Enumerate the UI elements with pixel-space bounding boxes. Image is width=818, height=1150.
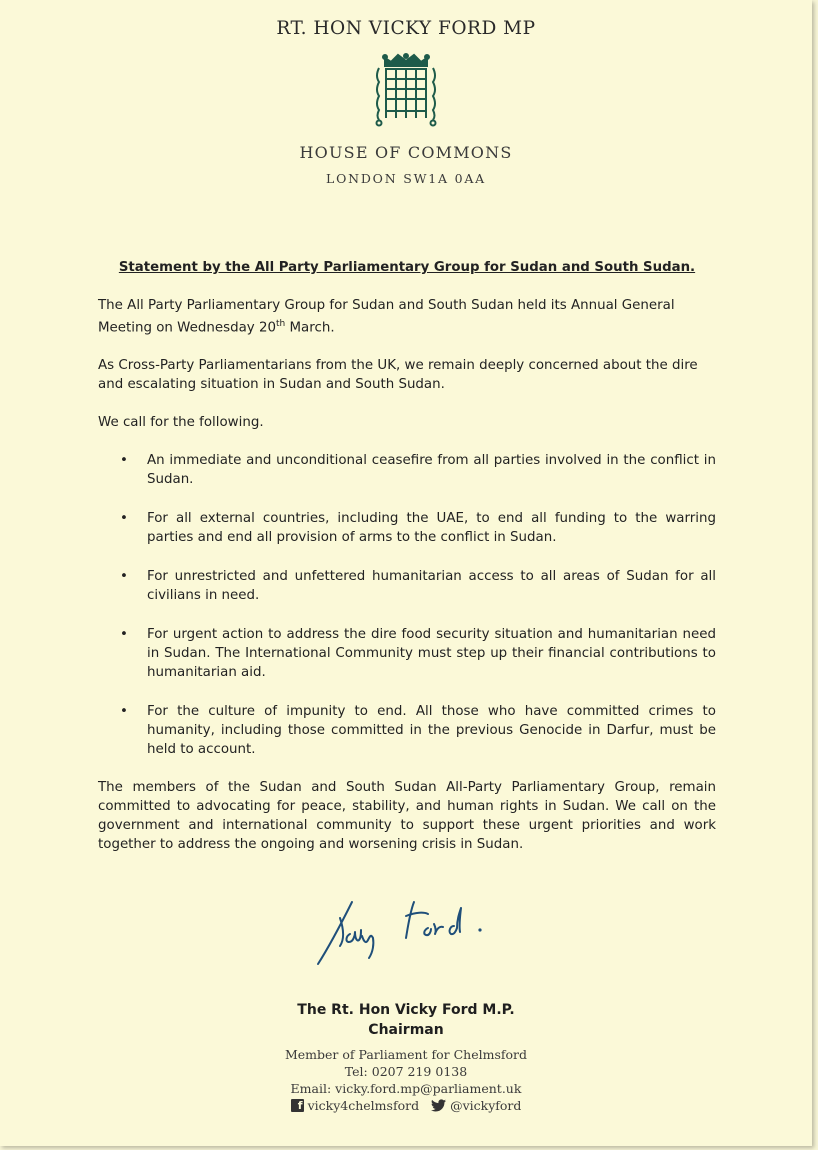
list-item-text: For all external countries, including the UAE, to end all funding to the warring parties and end all provision of arms to the conflict in Sudan.: [147, 511, 716, 546]
list-item: [98, 625, 716, 682]
demands-list: [98, 451, 716, 759]
letter-body: [98, 258, 716, 873]
twitter-handle: @vickyford: [450, 1098, 522, 1113]
bullet-glyph: •: [120, 627, 128, 643]
list-item: [98, 451, 716, 489]
facebook-icon: f: [291, 1099, 304, 1112]
list-item-text: An immediate and unconditional ceasefire from all parties involved in the conflict in Sudan.: [147, 453, 716, 488]
email-line: Email: vicky.ford.mp@parliament.uk: [290, 1081, 522, 1096]
list-item-text: For unrestricted and unfettered humanitarian access to all areas of Sudan for all civilians in need.: [147, 569, 716, 604]
intro-paragraph: [98, 296, 716, 337]
list-item: [98, 509, 716, 547]
list-item: [98, 567, 716, 605]
closing-paragraph: The members of the Sudan and South Sudan All-Party Parliamentary Group, remain committed to advocating for peace, stability, and human rights in Sudan. We call on the government and international community to support these urgent priorities and work together to address the ongoing and worsening crisis in Sudan.: [98, 780, 716, 853]
letterhead: [0, 18, 812, 186]
contact-details: [0, 1046, 812, 1114]
statement-title: Statement by the All Party Parliamentary Group for Sudan and South Sudan.: [118, 260, 696, 275]
house-of-commons-label: HOUSE OF COMMONS: [299, 143, 513, 162]
handwritten-signature: [310, 890, 500, 970]
bullet-glyph: •: [120, 511, 128, 527]
concern-paragraph: As Cross-Party Parliamentarians from the UK, we remain deeply concerned about the dire and escalating situation in Sudan and South Sudan.: [98, 358, 698, 393]
mp-name-heading: RT. HON VICKY FORD MP: [276, 18, 536, 39]
list-item-text: For urgent action to address the dire food security situation and humanitarian need in Sudan. The International Community must step up their financial contributions to humanitarian aid.: [147, 627, 716, 681]
constituency-line: Member of Parliament for Chelmsford: [284, 1047, 528, 1062]
signer-name: The Rt. Hon Vicky Ford M.P.: [297, 1002, 515, 1018]
list-item-text: For the culture of impunity to end. All those who have committed crimes to humanity, including those committed in the previous Genocide in Darfur, must be held to account.: [147, 704, 716, 758]
bullet-glyph: •: [120, 453, 128, 469]
list-item: [98, 702, 716, 759]
intro-month: March.: [285, 320, 335, 336]
facebook-handle: vicky4chelmsford: [307, 1098, 420, 1113]
telephone-line: Tel: 0207 219 0138: [344, 1064, 468, 1079]
bullet-glyph: •: [120, 704, 128, 720]
portcullis-crest-icon: [371, 52, 441, 128]
intro-text: The All Party Parliamentary Group for Sudan and South Sudan held its Annual General Meeting on Wednesday 20: [98, 298, 675, 336]
signature-block: [0, 1000, 812, 1114]
signer-role: Chairman: [368, 1022, 444, 1038]
intro-date-suffix: th: [276, 319, 286, 329]
call-paragraph: We call for the following.: [98, 415, 264, 431]
twitter-bird-icon: [431, 1099, 446, 1112]
address-label: LONDON SW1A 0AA: [325, 171, 487, 186]
social-line: [0, 1097, 812, 1114]
bullet-glyph: •: [120, 569, 128, 585]
